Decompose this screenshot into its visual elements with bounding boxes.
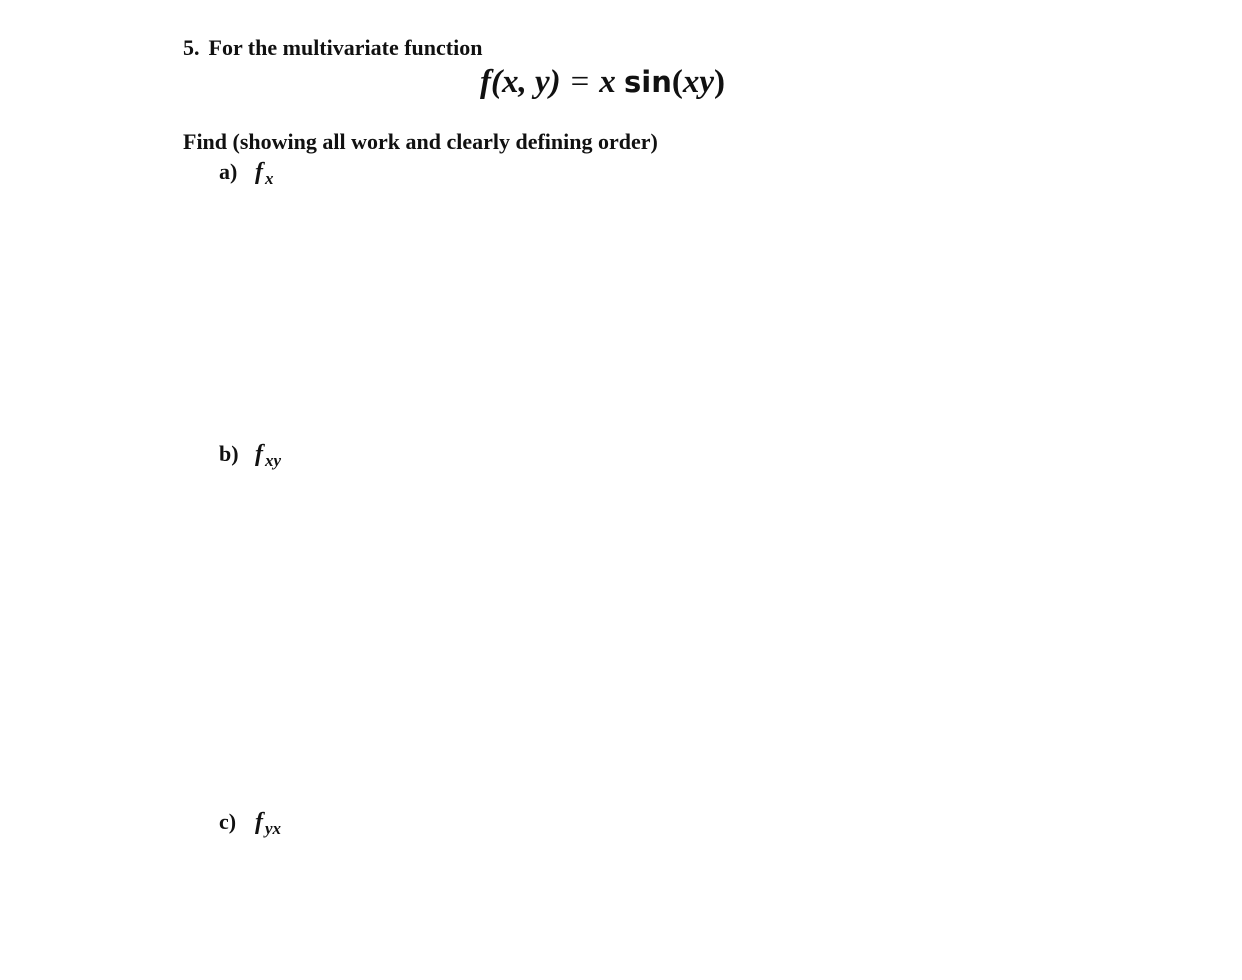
part-c — [219, 808, 281, 838]
part-a-subscript: x — [265, 169, 274, 188]
equation-arg: xy — [682, 64, 715, 100]
equation-open-paren: ( — [671, 64, 683, 100]
equation-close-paren: ) — [714, 64, 726, 100]
part-b-answer-space[interactable] — [219, 478, 1119, 798]
part-c-answer-space[interactable] — [219, 846, 1119, 966]
question-number: 5. — [183, 35, 200, 60]
part-a-function: f — [255, 159, 263, 185]
instructions: Find (showing all work and clearly defining order) — [183, 129, 658, 154]
question-heading — [183, 35, 482, 61]
part-c-subscript: yx — [265, 819, 282, 838]
question-prompt: For the multivariate function — [208, 35, 483, 60]
part-a-answer-space[interactable] — [219, 195, 1119, 430]
equation-sin: sin — [624, 65, 672, 99]
part-b-label: b) — [219, 441, 239, 466]
function-equation — [480, 62, 725, 102]
part-b-subscript: xy — [265, 451, 282, 470]
equation-rhs-x: x — [599, 64, 616, 100]
part-a — [219, 158, 274, 188]
equation-args: (x, y) — [491, 64, 561, 100]
equation-equals: = — [570, 64, 590, 100]
part-b-function: f — [255, 441, 263, 467]
part-b — [219, 440, 281, 470]
part-c-label: c) — [219, 809, 237, 834]
part-a-label: a) — [219, 159, 238, 184]
equation-f: f — [480, 64, 491, 100]
part-c-function: f — [255, 809, 263, 835]
